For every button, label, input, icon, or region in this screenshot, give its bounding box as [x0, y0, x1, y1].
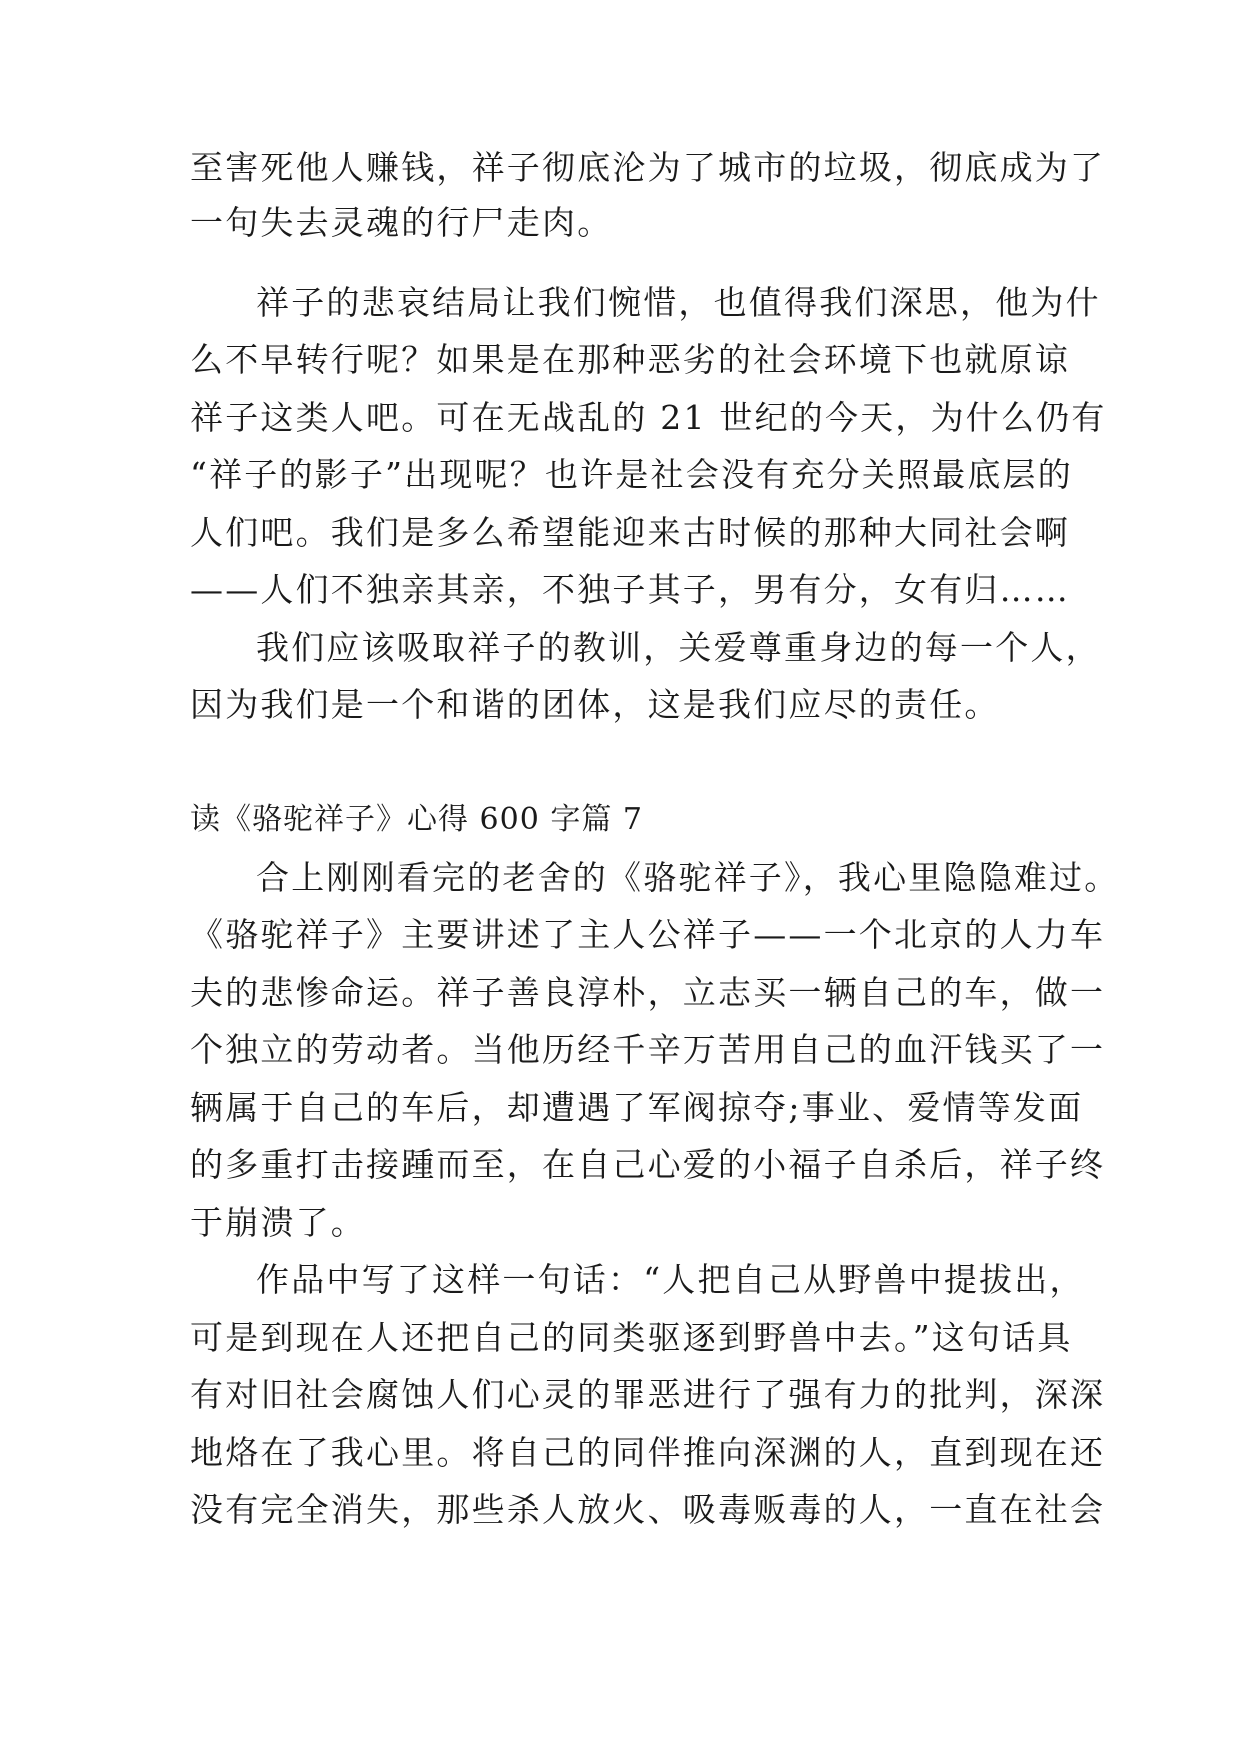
paragraph-line: ——人们不独亲其亲，不独子其子，男有分，女有归……	[190, 570, 1070, 609]
paragraph-line: 可是到现在人还把自己的同类驱逐到野兽中去。”这句话具	[190, 1318, 1073, 1357]
paragraph-line: 辆属于自己的车后，却遭遇了军阀掠夺;事业、爱情等发面	[190, 1088, 1084, 1127]
paragraph-line: 有对旧社会腐蚀人们心灵的罪恶进行了强有力的批判，深深	[190, 1375, 1106, 1414]
paragraph-line: 合上刚刚看完的老舍的《骆驼祥子》，我心里隐隐难过。	[256, 858, 1120, 897]
paragraph-line: 作品中写了这样一句话：“人把自己从野兽中提拔出，	[256, 1260, 1085, 1299]
paragraph-line: 么不早转行呢？如果是在那种恶劣的社会环境下也就原谅	[190, 340, 1070, 379]
paragraph-line: 我们应该吸取祥子的教训，关爱尊重身边的每一个人，	[256, 628, 1101, 667]
paragraph-line: 没有完全消失，那些杀人放火、吸毒贩毒的人，一直在社会	[190, 1490, 1106, 1529]
paragraph-line: 人们吧。我们是多么希望能迎来古时候的那种大同社会啊	[190, 513, 1070, 552]
paragraph-line: 至害死他人赚钱，祥子彻底沦为了城市的垃圾，彻底成为了	[190, 148, 1106, 187]
paragraph-line: “祥子的影子”出现呢？也许是社会没有充分关照最底层的	[190, 455, 1073, 494]
paragraph-line: 一句失去灵魂的行尸走肉。	[190, 203, 613, 242]
paragraph-line: 因为我们是一个和谐的团体，这是我们应尽的责任。	[190, 685, 1000, 724]
paragraph-line: 个独立的劳动者。当他历经千辛万苦用自己的血汗钱买了一	[190, 1030, 1106, 1069]
section-heading: 读《骆驼祥子》心得 600 字篇 7	[190, 802, 643, 837]
paragraph-line: 夫的悲惨命运。祥子善良淳朴，立志买一辆自己的车，做一	[190, 973, 1106, 1012]
paragraph-line: 的多重打击接踵而至，在自己心爱的小福子自杀后，祥子终	[190, 1145, 1106, 1184]
paragraph-line: 祥子这类人吧。可在无战乱的 21 世纪的今天，为什么仍有	[190, 398, 1107, 437]
paragraph-line: 地烙在了我心里。将自己的同伴推向深渊的人，直到现在还	[190, 1433, 1106, 1472]
paragraph-line: 于崩溃了。	[190, 1203, 366, 1242]
paragraph-line: 祥子的悲哀结局让我们惋惜，也值得我们深思，他为什	[256, 283, 1101, 322]
paragraph-line: 《骆驼祥子》主要讲述了主人公祥子——一个北京的人力车	[190, 915, 1106, 954]
